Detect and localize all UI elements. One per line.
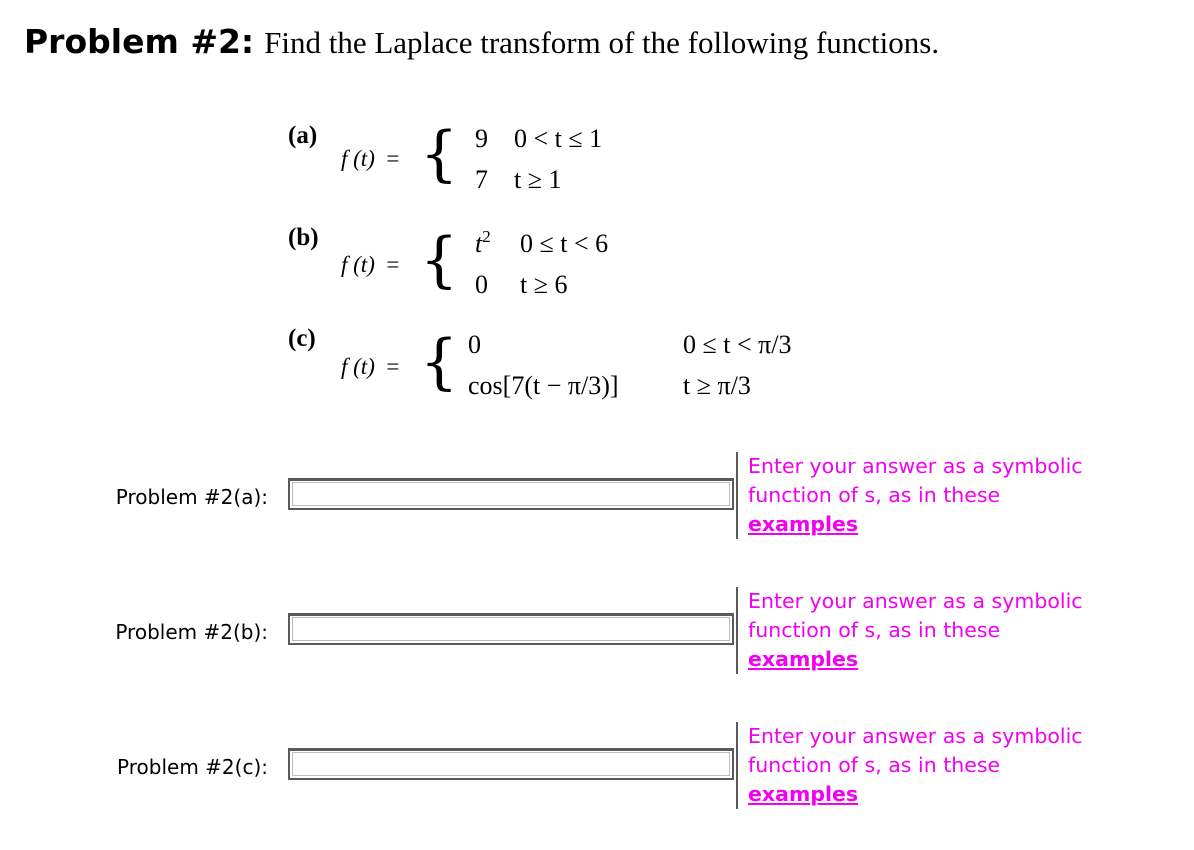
problem-description: Find the Laplace transform of the following functions.: [264, 25, 940, 60]
part-c-lhs: f (t) =: [341, 354, 400, 379]
part-b-brace: {: [420, 225, 459, 295]
part-b-case1-value: $t^2$: [475, 227, 491, 258]
part-c-case1-condition: 0 ≤ t < π/3: [683, 330, 792, 359]
answer-input-a[interactable]: [288, 478, 734, 510]
part-a-case2-condition: t ≥ 1: [514, 165, 562, 194]
examples-link-a[interactable]: examples: [748, 512, 859, 536]
part-b-label: (b): [288, 224, 319, 251]
answer-input-c[interactable]: [288, 748, 734, 780]
part-a-case2-value: 7: [475, 165, 488, 194]
part-b-case1-condition: 0 ≤ t < 6: [520, 229, 609, 258]
answer-label-c: Problem #2(c):: [117, 755, 268, 779]
part-b-lhs: f (t) =: [341, 252, 400, 277]
problem-title: Problem #2:: [24, 22, 255, 61]
part-a-case1-value: 9: [475, 124, 488, 153]
examples-link-b[interactable]: examples: [748, 647, 859, 671]
answer-input-b[interactable]: [288, 613, 734, 645]
part-b-case2-condition: t ≥ 6: [520, 270, 568, 299]
answer-label-a: Problem #2(a):: [115, 485, 268, 509]
answer-hint-b: Enter your answer as a symbolic function of s, as in these examples: [736, 587, 1108, 674]
answer-hint-a: Enter your answer as a symbolic function of s, as in these examples: [736, 452, 1108, 539]
part-c-case2-value: cos[7(t − π/3)]: [468, 371, 619, 400]
part-a-brace: {: [420, 119, 459, 189]
answer-hint-c: Enter your answer as a symbolic function of s, as in these examples: [736, 722, 1108, 809]
part-c-label: (c): [288, 325, 316, 352]
part-a-lhs: f (t) =: [341, 146, 400, 171]
answer-label-b: Problem #2(b):: [115, 620, 268, 644]
part-c-case2-condition: t ≥ π/3: [683, 371, 751, 400]
part-a-label: (a): [288, 122, 318, 149]
part-a-case1-condition: 0 < t ≤ 1: [514, 124, 603, 153]
part-c-brace: {: [420, 327, 459, 397]
examples-link-c[interactable]: examples: [748, 782, 859, 806]
part-b-case2-value: 0: [475, 270, 488, 299]
part-c-case1-value: 0: [468, 330, 481, 359]
problem-header: [24, 22, 939, 61]
